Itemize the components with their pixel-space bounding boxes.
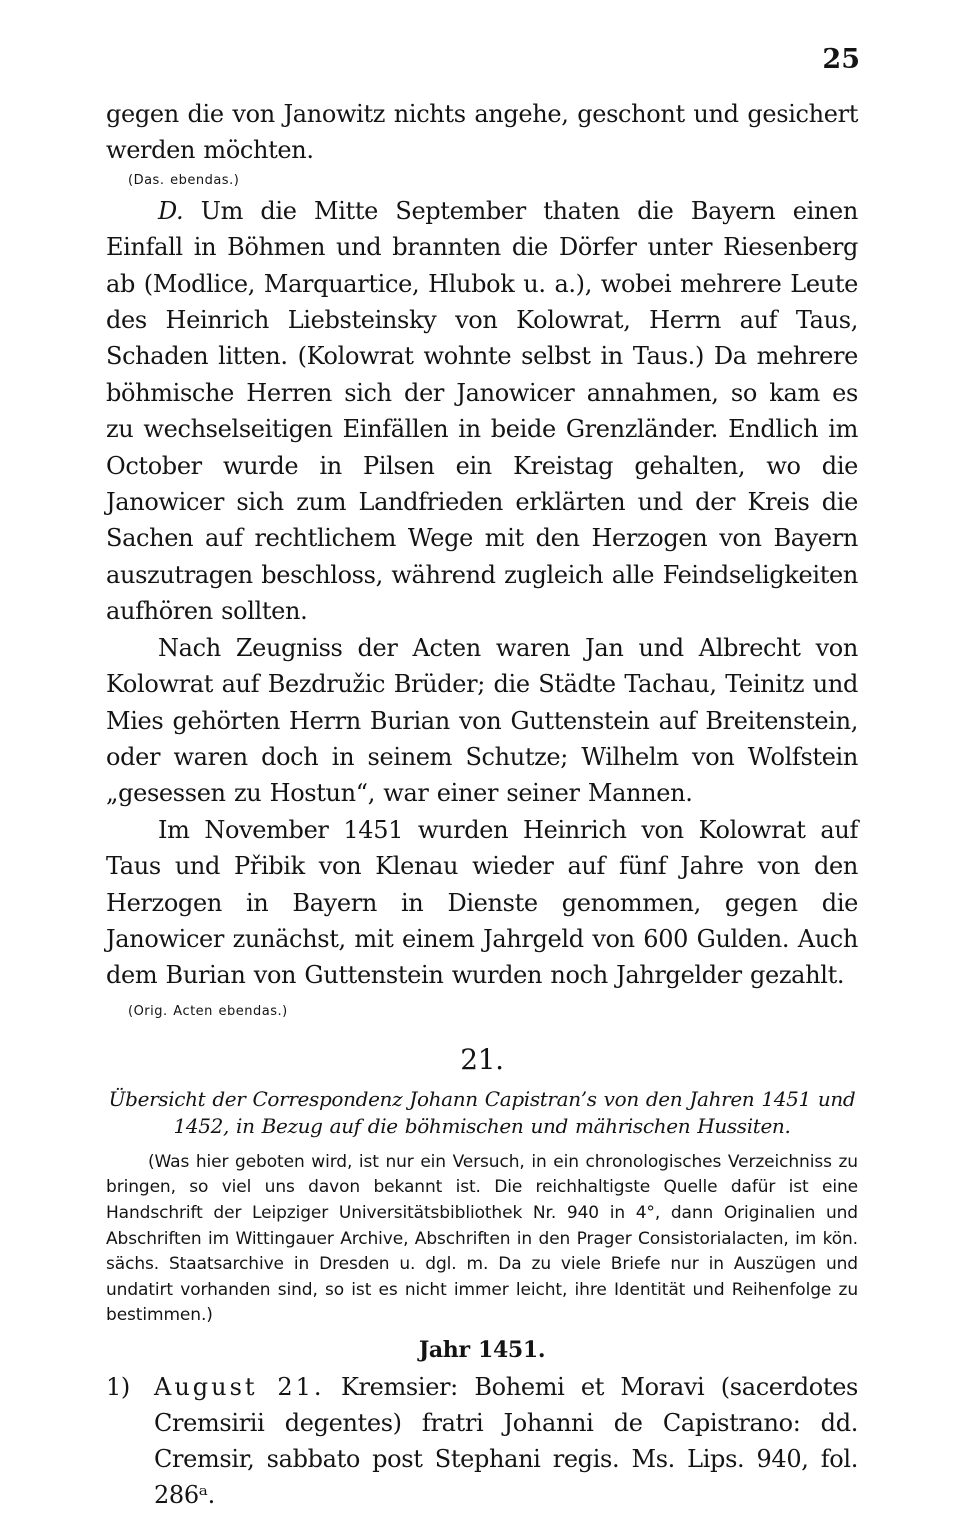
paragraph-d-text: Um die Mitte September thaten die Bayern einen Einfall in Böhmen und brannten die Dörfer unter Riesenberg ab (Modlice, Marquartice, Hlubok u. a.), wobei mehrere Leute des Heinrich Liebsteinsky von Kolowrat, Herrn auf Taus, Schaden litten. (Kolowrat wohnte selbst in Taus.) Da mehrere böhmische Herren sich der Janowicer annahmen, so kam es zu wechselseitigen Einfällen in beide Grenzländer. Endlich im October wurde in Pilsen ein Kreistag gehalten, wo die Janowicer sich zum Landfrieden erklärten und der Kreis die Sachen auf rechtlichem Wege mit den Herzogen von Bayern auszutragen beschloss, während zugleich alle Feindseligkeiten aufhören sollten.	[106, 196, 858, 626]
section-note	[106, 1150, 858, 1329]
paragraph-november: Im November 1451 wurden Heinrich von Kolowrat auf Taus und Přibik von Klenau wieder auf fünf Jahre von den Herzogen in Bayern in Dienste genommen, gegen die Janowicer zunächst, mit einem Jahrgeld von 600 Gulden. Auch dem Burian von Guttenstein wurden noch Jahrgelder gezahlt.	[106, 815, 858, 990]
entry-index: 1)	[106, 1372, 130, 1401]
paragraph-label: D.	[158, 196, 184, 225]
section-title: Übersicht der Correspondenz Johann Capistran’s von den Jahren 1451 und 1452, in Bezug auf die böhmischen und mährischen Hussiten.	[108, 1086, 856, 1138]
paragraph-acten: Nach Zeugniss der Acten waren Jan und Albrecht von Kolowrat auf Bezdružic Brüder; die Städte Tachau, Teinitz und Mies gehörten Herrn Burian von Guttenstein auf Breitenstein, oder waren doch in seinem Schutze; Wilhelm von Wolfstein „gesessen zu Hostun“, war einer seiner Mannen.	[106, 633, 858, 808]
entry-date: August 21.	[154, 1372, 325, 1401]
year-heading: Jahr 1451.	[418, 1336, 546, 1363]
entry-text: Kremsier: Bohemi et Moravi (sacerdotes Cremsirii degentes) fratri Johanni de Capistrano: dd. Cremsir, sabbato post Stephani regis. Ms. Lips. 940, fol. 286ᵃ.	[154, 1372, 859, 1509]
section-number: 21.	[460, 1042, 504, 1076]
paragraph-d	[106, 193, 858, 630]
page-body	[106, 96, 858, 1513]
source-citation-orig: (Orig. Acten ebendas.)	[128, 1003, 288, 1019]
paragraph-continuation: gegen die von Janowitz nichts angehe, geschont und gesichert werden möchten.	[106, 100, 858, 165]
page-number: 25	[822, 44, 860, 75]
source-citation: (Das. ebendas.)	[128, 172, 240, 188]
list-item	[106, 1369, 858, 1513]
section-note-text: (Was hier geboten wird, ist nur ein Versuch, in ein chronologisches Verzeichniss zu bringen, so viel uns davon bekannt ist. Die reichhaltigste Quelle dafür ist eine Handschrift der Leipziger Universitätsbibliothek Nr. 940 in 4°, dann Originalien und Abschriften im Wittingauer Archive, Abschriften in den Prager Consistorialacten, im kön. sächs. Staatsarchive in Dresden u. dgl. m. Da zu viele Briefe nur in Auszügen und undatirt vorhanden sind, so ist es nicht immer leicht, ihre Identität und Reihenfolge zu bestimmen.)	[106, 1151, 858, 1326]
